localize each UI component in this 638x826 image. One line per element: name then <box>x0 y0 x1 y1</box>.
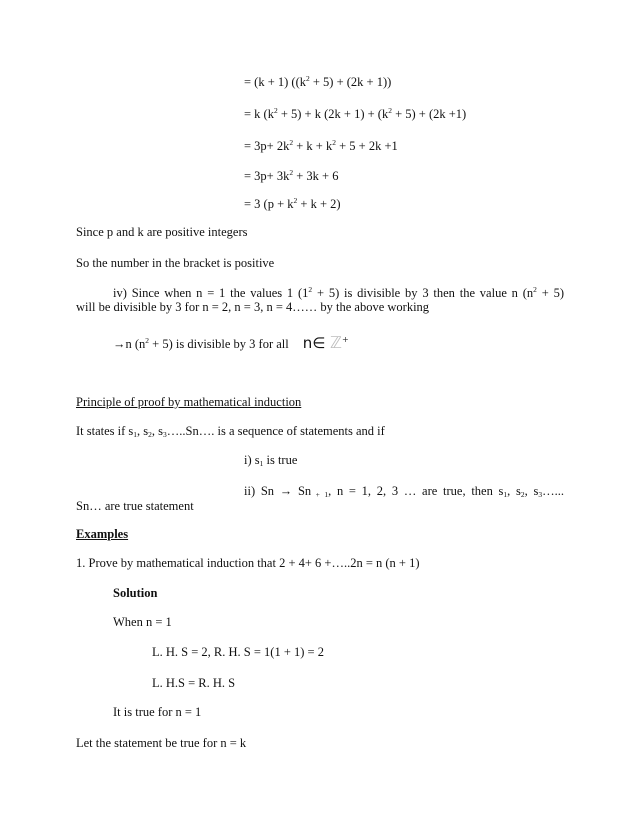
lhs-equals-rhs: L. H.S = R. H. S <box>152 676 236 690</box>
equation-line-5: = 3 $(p + k^2 + k + 2)$ <box>244 196 341 211</box>
since-text: Since p and k are positive integers <box>76 225 248 239</box>
when-n-equals-1: When n = 1 <box>113 615 172 629</box>
states-line: It states if $s_1$, $s_2$, $s_3\dots..Sn\dots$. is a sequence of statements and if <box>76 424 385 439</box>
so-text: So the number in the bracket is positive <box>76 256 275 270</box>
natural-set-symbol: n∈ ℤ+ <box>302 333 349 352</box>
let-true-for-k: Let the statement be true for n = k <box>76 736 247 750</box>
lhs-rhs-values: L. H. S = 2, R. H. S = 1(1 + 1) = 2 <box>152 645 324 659</box>
conclusion-line: →n $(n^2 + 5)$ is divisible by 3 for all n∈ ℤ+ <box>113 333 349 352</box>
true-for-n-1: It is true for n = 1 <box>113 705 202 719</box>
principle-heading: Principle of proof by mathematical induction <box>76 395 302 409</box>
equation-line-2: = k $(k^2 + 5) + k$ $(2k + 1) + (k^2 + 5) + (2k +1)$ <box>244 106 467 121</box>
step-iv-line-2: will be divisible by 3 for n = 2, n = 3, n = 4…… by the above working <box>76 300 430 314</box>
solution-heading: Solution <box>113 586 158 600</box>
equation-line-3: = $3p+ 2k^2 + k + k^2 + 5 + 2k +1$ <box>244 138 398 153</box>
condition-ii-line-2: Sn… are true statement <box>76 499 194 513</box>
step-iv-line-1: iv) Since when n = 1 the values 1 $(1^2 + 5)$ is divisible by 3 then the value n $(n^2 + 5)$ <box>113 285 564 300</box>
examples-heading: Examples <box>76 527 129 541</box>
equation-line-4: = $3p+ 3k^2 + 3k + 6$ <box>244 168 339 183</box>
question-1: 1. Prove by mathematical induction that 2 + 4+ 6 +…..2n = n (n + 1) <box>76 556 420 570</box>
condition-i: i) $s_1$ is true <box>244 453 298 468</box>
condition-ii-line-1: ii) Sn → Sn $_{+ 1}$, n = 1, 2, 3 … are true, then $s_1$, $s_2$, $s_3\dots$... <box>244 484 564 499</box>
equation-line-1: = (k + 1) $((k^2 + 5) + (2k + 1))$ <box>244 74 392 89</box>
